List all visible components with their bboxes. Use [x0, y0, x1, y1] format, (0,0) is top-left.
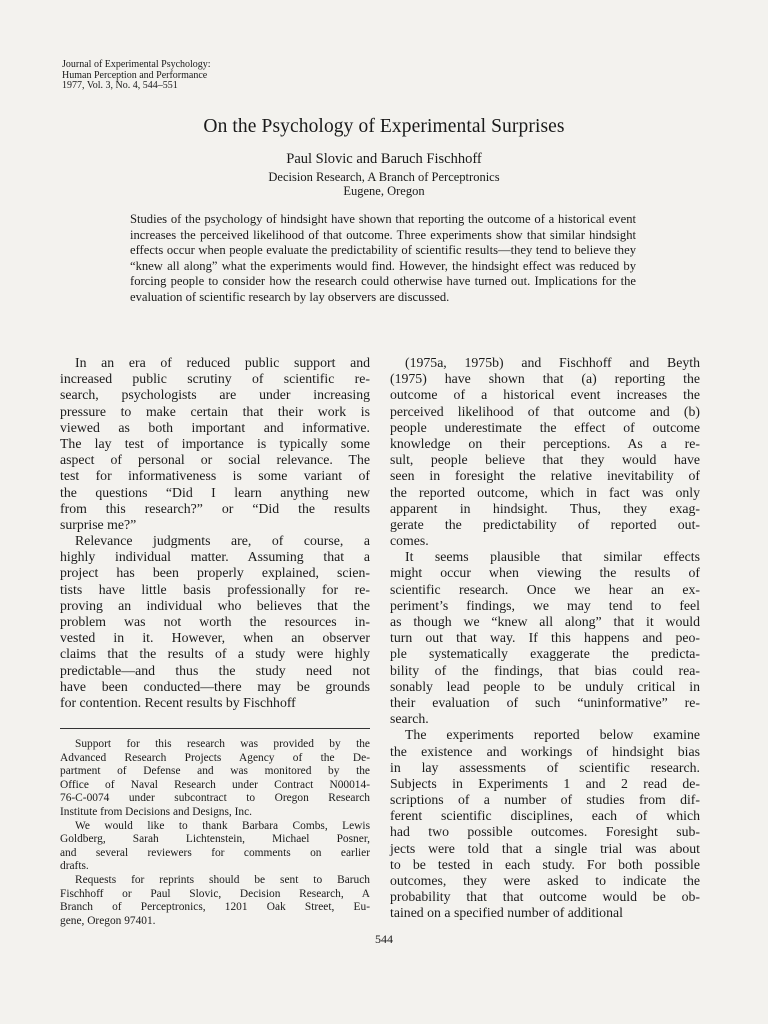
footnote-paragraph: [60, 738, 370, 820]
footnote-paragraph: [60, 820, 370, 874]
footnote-paragraph: [60, 874, 370, 928]
left-column-line: test for informativeness is some variant of: [60, 468, 370, 484]
right-column-line: probability that that outcome would be ob-: [390, 889, 700, 905]
footnote-line: Support for this research was provided by the: [75, 738, 370, 750]
footnote-line: Branch of Perceptronics, 1201 Oak Street, Eu-: [60, 901, 370, 914]
right-column-line: people underestimate the effect of outcome: [390, 419, 700, 435]
right-column-line: It seems plausible that similar effects: [405, 549, 700, 565]
footnotes: [60, 738, 370, 928]
journal-section: Human Perception and Performance: [62, 69, 208, 81]
affiliation-line-1: Decision Research, A Branch of Perceptronics: [268, 170, 500, 184]
body-right-column: [390, 355, 700, 922]
left-column-line: for contention. Recent results by Fischhoff: [60, 694, 296, 710]
footnote-line: Goldberg, Sarah Lichtenstein, Michael Posner,: [60, 833, 370, 846]
left-column-line: predictable—and thus the study need not: [60, 662, 370, 678]
journal-volume: 1977, Vol. 3, No. 4, 544–551: [62, 80, 178, 91]
left-column-line: tists have little basis professionally for re-: [60, 581, 370, 597]
right-column-paragraph: [390, 727, 700, 921]
footnote-line: drafts.: [60, 860, 89, 873]
right-column-line: apparent in hindsight. Thus, they exag-: [390, 500, 700, 516]
right-column-line: turn out that way. If this happens and peo-: [390, 630, 700, 646]
right-column-line: perceived likelihood of that outcome and (b): [390, 403, 700, 419]
right-column-line: scriptions of a number of studies from dif-: [390, 792, 700, 808]
footnote-line: Requests for reprints should be sent to Baruch: [75, 873, 370, 886]
page-number: 544: [375, 932, 393, 946]
footnote-line: Advanced Research Projects Agency of the De-: [60, 751, 370, 764]
affiliation-line-2: Eugene, Oregon: [343, 184, 425, 198]
left-column-line: In an era of reduced public support and: [75, 355, 370, 370]
left-column-line: vested in it. However, when an observer: [60, 630, 370, 646]
right-column-line: ferent scientific disciplines, each of which: [390, 808, 700, 824]
right-column-line: as though we “knew all along” that it would: [390, 614, 700, 629]
right-column-line: sonably lead people to be unduly critical in: [390, 678, 700, 694]
left-column-line: highly individual matter. Assuming that a: [60, 549, 370, 565]
left-column-line: Relevance judgments are, of course, a: [75, 533, 370, 549]
left-column-line: claims that the results of a study were highly: [60, 646, 370, 662]
right-column-line: might occur when viewing the results of: [390, 565, 700, 581]
left-column-paragraph: [60, 533, 370, 711]
right-column-line: (1975a, 1975b) and Fischhoff and Beyth: [405, 355, 700, 370]
left-column-line: surprise me?”: [60, 516, 137, 532]
right-column-line: jects were told that a single trial was about: [390, 840, 700, 856]
right-column-line: search.: [390, 711, 429, 727]
right-column-line: comes.: [390, 533, 429, 549]
right-column-line: sult, people believe that they would have: [390, 452, 700, 468]
right-column-line: to be tested in each study. For both possible: [390, 856, 700, 872]
left-column-line: search, psychologists are under increasing: [60, 387, 370, 403]
right-column-line: in lay assessments of scientific research.: [390, 759, 700, 775]
footnote-line: and several reviewers for comments on earlier: [60, 846, 370, 859]
right-column-line: had two possible outcomes. Foresight sub-: [390, 824, 700, 840]
right-column-line: The experiments reported below examine: [405, 727, 700, 743]
footnote-line: Fischhoff or Paul Slovic, Decision Research, A: [60, 887, 370, 900]
left-column-line: have been conducted—there may be grounds: [60, 678, 370, 694]
journal-citation: [62, 60, 211, 92]
left-column-line: from this research?” or “Did the results: [60, 500, 370, 516]
left-column-line: viewed as both important and informative.: [60, 419, 370, 435]
article-title: On the Psychology of Experimental Surprises: [203, 116, 565, 137]
left-column-line: aspect of personal or social relevance. The: [60, 452, 370, 468]
left-column-line: increased public scrutiny of scientific re-: [60, 371, 370, 387]
footnote-line: 76-C-0074 under subcontract to Oregon Research: [60, 792, 370, 805]
body-left-column: [60, 355, 370, 711]
right-column-line: outcomes, they were asked to indicate the: [390, 873, 700, 888]
footnote-line: Office of Naval Research under Contract N00014-: [60, 778, 370, 791]
footnote-line: Institute from Decisions and Designs, Inc.: [60, 805, 253, 818]
right-column-line: scientific research. Once we hear an ex-: [390, 581, 700, 597]
abstract: Studies of the psychology of hindsight have shown that reporting the outcome of a historical event increases the perceived likelihood of that outcome. Three experiments show that similar hindsight effects occur when people evaluate the predictability of scientific results—they tend to believe they “knew all along” what the experiments would find. However, the hindsight effect was reduced by forcing people to consider how the research could otherwise have turned out. Implications for the evaluation of scientific research by lay observers are discussed.: [130, 212, 636, 304]
left-column-line: problem was not worth the resources in-: [60, 614, 370, 629]
right-column-line: ple systematically exaggerate the predicta-: [390, 646, 700, 662]
right-column-line: Subjects in Experiments 1 and 2 read de-: [390, 775, 700, 791]
right-column-line: bility of the findings, that bias could rea-: [390, 662, 700, 678]
right-column-line: knowledge on their perceptions. As a re-: [390, 435, 700, 451]
right-column-line: periment’s findings, we may tend to feel: [390, 597, 700, 613]
left-column-line: pressure to make certain that their work is: [60, 403, 370, 419]
footnote-line: gene, Oregon 97401.: [60, 914, 156, 927]
right-column-line: gerate the predictability of reported out-: [390, 516, 700, 532]
left-column-line: project has been properly explained, scien-: [60, 565, 370, 581]
footnote-line: partment of Defense and was monitored by the: [60, 765, 370, 778]
right-column-paragraph: [390, 549, 700, 727]
left-column-line: proving an individual who believes that the: [60, 597, 370, 613]
left-column-paragraph: [60, 355, 370, 533]
right-column-line: seen in foresight the relative inevitability of: [390, 468, 700, 484]
article-authors: Paul Slovic and Baruch Fischhoff: [286, 151, 482, 167]
right-column-line: (1975) have shown that (a) reporting the: [390, 371, 700, 387]
left-column-line: The lay test of importance is typically some: [60, 435, 370, 451]
footnote-divider: [60, 728, 370, 729]
right-column-line: outcome of a historical event increases the: [390, 387, 700, 403]
journal-name: Journal of Experimental Psychology:: [62, 59, 211, 70]
right-column-paragraph: [390, 355, 700, 549]
right-column-line: the reported outcome, which in fact was only: [390, 484, 700, 500]
right-column-line: their evaluation of such “uninformative” re-: [390, 694, 700, 710]
right-column-line: the existence and workings of hindsight bias: [390, 743, 700, 759]
footnote-line: We would like to thank Barbara Combs, Lewis: [75, 819, 370, 832]
left-column-line: the questions “Did I learn anything new: [60, 484, 370, 500]
right-column-line: tained on a specified number of additional: [390, 905, 623, 921]
